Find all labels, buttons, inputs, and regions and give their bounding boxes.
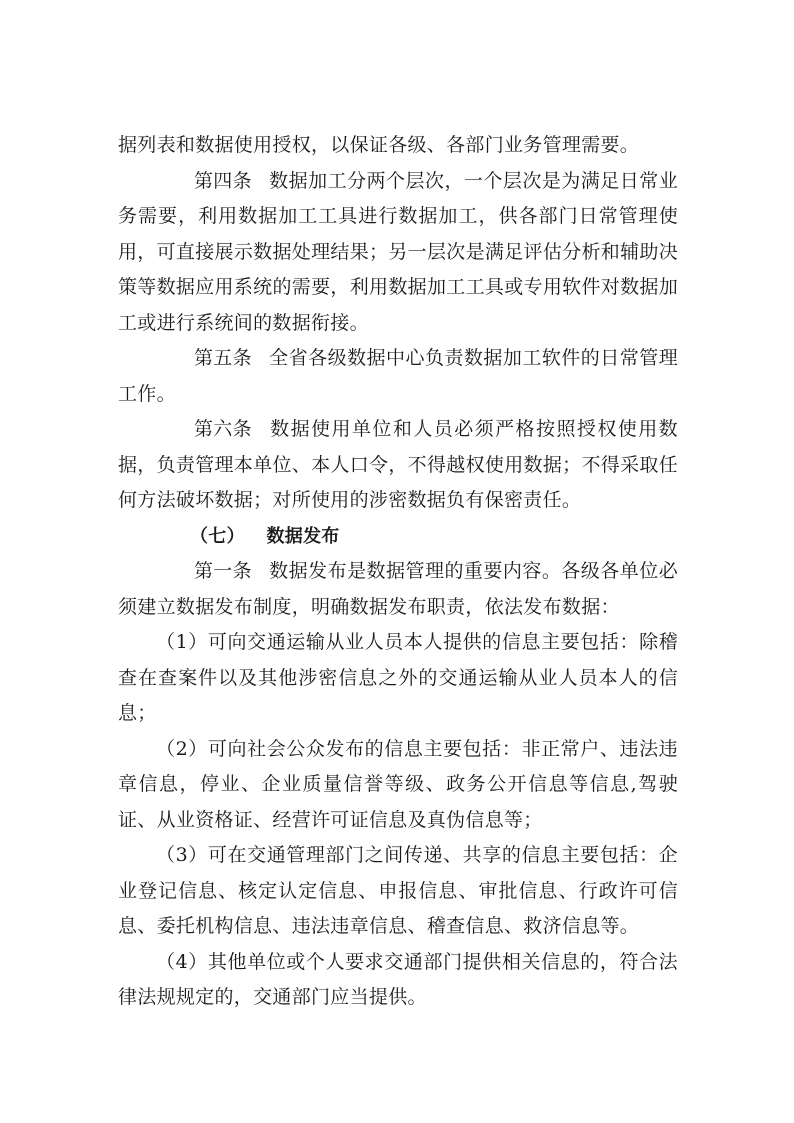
continued-paragraph: 据列表和数据使用授权，以保证各级、各部门业务管理需要。 xyxy=(118,134,640,156)
article-number: 第五条 xyxy=(194,347,252,369)
article-text: 数据发布是数据管理的重要内容。各级各单位必须建立数据发布制度，明确数据发布职责，依法发布数据： xyxy=(118,560,678,618)
article-5 xyxy=(118,341,678,412)
document-body xyxy=(118,128,678,1016)
section-number: （七） xyxy=(190,525,245,547)
article-number: 第六条 xyxy=(194,418,252,440)
section-heading xyxy=(118,519,678,555)
article-1 xyxy=(118,554,678,625)
article-number: 第一条 xyxy=(194,560,252,582)
article-text: 全省各级数据中心负责数据加工软件的日常管理工作。 xyxy=(118,347,678,405)
article-number: 第四条 xyxy=(194,169,252,192)
list-item-4: （4）其他单位或个人要求交通部门提供相关信息的，符合法律法规规定的，交通部门应当提供。 xyxy=(118,950,678,1008)
article-6 xyxy=(118,412,678,519)
article-text: 数据加工分两个层次，一个层次是为满足日常业务需要，利用数据加工工具进行数据加工，供各部门日常管理使用，可直接展示数据处理结果；另一层次是满足评估分析和辅助决策等数据应用系统的需要，利用数据加工工具或专用软件对数据加工或进行系统间的数据衔接。 xyxy=(118,169,678,334)
article-4 xyxy=(118,164,678,342)
section-title: 数据发布 xyxy=(266,525,340,547)
list-item-3: （3）可在交通管理部门之间传递、共享的信息主要包括：企业登记信息、核定认定信息、申报信息、审批信息、行政许可信息、委托机构信息、违法违章信息、稽查信息、救济信息等。 xyxy=(118,844,678,937)
list-item-2: （2）可向社会公众发布的信息主要包括：非正常户、违法违章信息，停业、企业质量信誉等级、政务公开信息等信息,驾驶证、从业资格证、经营许可证信息及真伪信息等； xyxy=(118,737,678,831)
article-text: 数据使用单位和人员必须严格按照授权使用数据，负责管理本单位、本人口令，不得越权使用数据；不得采取任何方法破坏数据；对所使用的涉密数据负有保密责任。 xyxy=(118,418,678,511)
list-item-1: （1）可向交通运输从业人员本人提供的信息主要包括：除稽查在查案件以及其他涉密信息之外的交通运输从业人员本人的信息； xyxy=(118,631,678,724)
